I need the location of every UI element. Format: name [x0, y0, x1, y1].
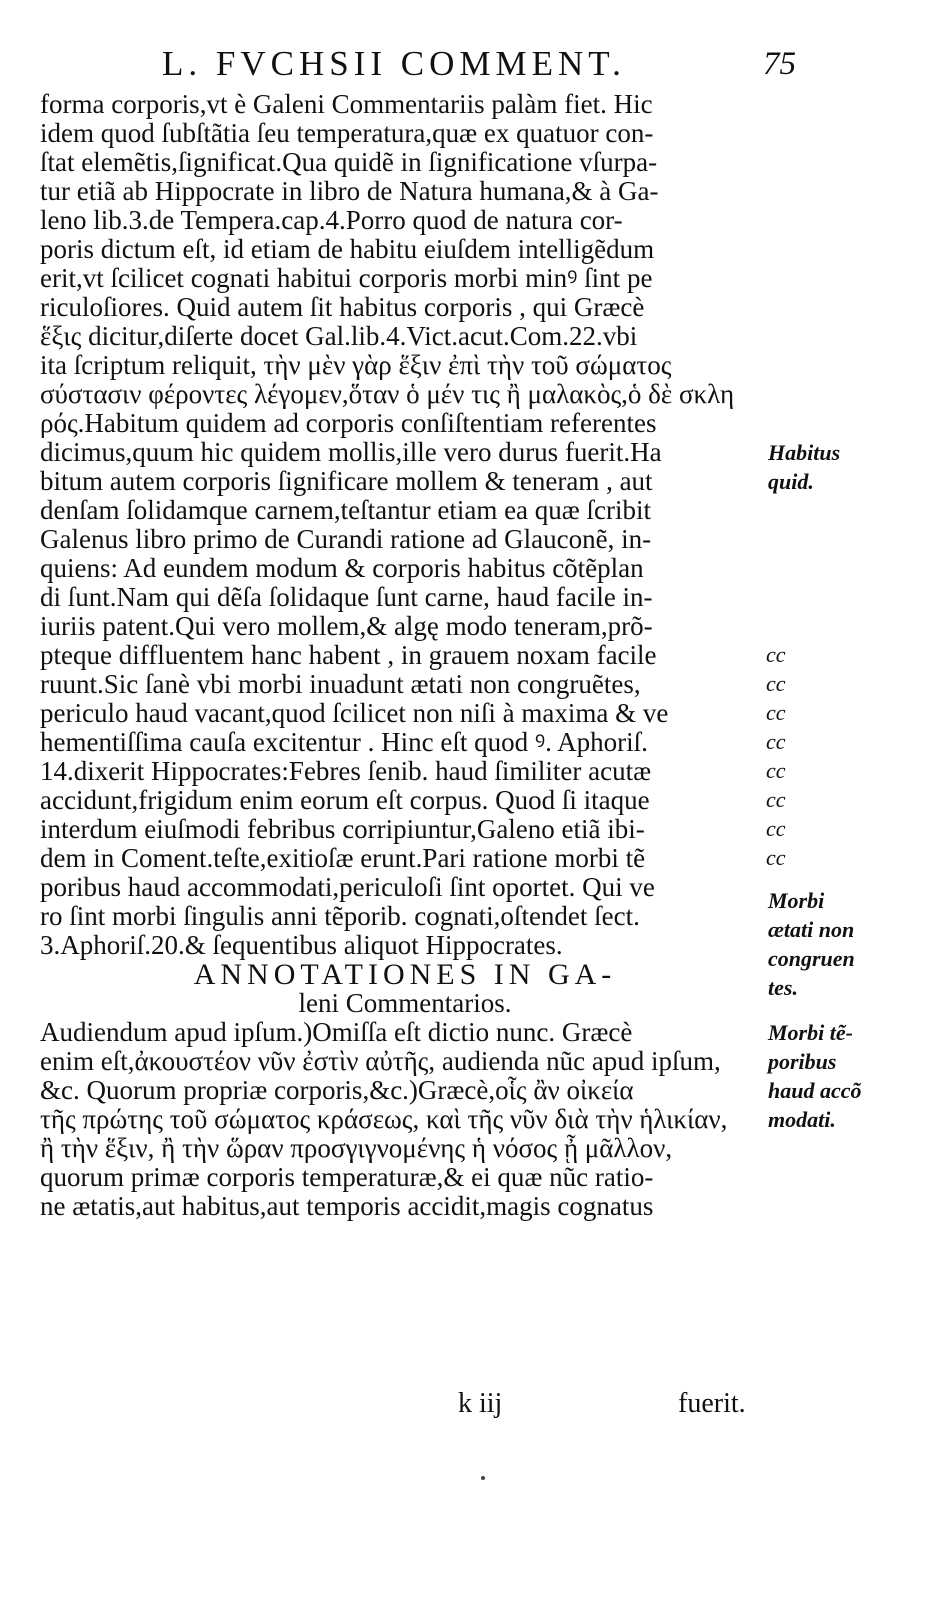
quote-mark: cc	[766, 758, 786, 783]
text-line: hementiſſima cauſa excitentur . Hinc eſt quod ꝰ. Aphoriſ.	[40, 727, 648, 757]
text-line: σύστασιν φέροντες λέγομεν,ὅταν ὁ μέν τις ἢ μαλακὸς,ὁ δὲ σκλη	[40, 379, 735, 409]
margin-note-line: tes.	[768, 975, 798, 1000]
text-line: bitum autem corporis ſignificare mollem & teneram , aut	[40, 466, 653, 496]
text-line: 3.Aphoriſ.20.& ſequentibus aliquot Hippocrates.	[40, 930, 563, 960]
annotation-line: τῆς πρώτης τοῦ σώματος κράσεως, καὶ τῆς νῦν διὰ τὴν ἡλικίαν,	[40, 1104, 728, 1134]
signature-mark: k iij	[458, 1388, 503, 1419]
text-line: ρός.Habitum quidem ad corporis conſiſtentiam referentes	[40, 408, 657, 438]
annotation-line: enim eſt,ἀκουστέον νῦν ἐστὶν αὐτῆς, audienda nũc apud ipſum,	[40, 1046, 721, 1076]
margin-note-line: Habitus	[768, 440, 841, 465]
text-line: ruunt.Sic ſanè vbi morbi inuadunt ætati non congruẽtes,	[40, 669, 641, 699]
text-line: accidunt,frigidum enim eorum eſt corpus. Quod ſi itaque	[40, 785, 650, 815]
text-line: interdum eiuſmodi febribus corripiuntur,Galeno etiã ibi-	[40, 814, 645, 844]
margin-note-morbi-aetati	[768, 886, 918, 1002]
margin-note-line: quid.	[768, 469, 814, 494]
annotation-line: ne ætatis,aut habitus,aut temporis accidit,magis cognatus	[40, 1191, 654, 1221]
quote-mark: cc	[766, 729, 786, 754]
page-header	[0, 44, 930, 88]
text-line: periculo haud vacant,quod ſcilicet non niſi à maxima & ve	[40, 698, 669, 728]
text-line: pteque diffluentem hanc habent , in grauem noxam facile	[40, 640, 657, 670]
margin-note-line: congruen	[768, 946, 855, 971]
margin-note-line: poribus	[768, 1049, 837, 1074]
main-text-block	[40, 90, 770, 1221]
text-line: leno lib.3.de Tempera.cap.4.Porro quod de natura cor-	[40, 205, 623, 235]
text-line: dicimus,quum hic quidem mollis,ille vero durus fuerit.Ha	[40, 437, 662, 467]
margin-note-line: ætati non	[768, 917, 855, 942]
ink-speck	[481, 1476, 485, 1480]
quote-mark: cc	[766, 787, 786, 812]
text-line: poribus haud accommodati,periculoſi ſint oportet. Qui ve	[40, 872, 655, 902]
margin-note-habitus	[768, 438, 918, 496]
text-line: ἕξις dicitur,diſerte docet Gal.lib.4.Vict.acut.Com.22.vbi	[40, 321, 638, 351]
running-head: L. FVCHSII COMMENT.	[162, 44, 626, 83]
margin-note-line: modati.	[768, 1107, 836, 1132]
text-line: tur etiã ab Hippocrate in libro de Natura humana,& à Ga-	[40, 176, 659, 206]
quote-mark: cc	[766, 845, 786, 870]
text-line: quiens: Ad eundem modum & corporis habitus cõtẽplan	[40, 553, 644, 583]
text-line: denſam ſolidamque carnem,teſtantur etiam ea quæ ſcribit	[40, 495, 652, 525]
annotations-heading-continued: leni Commentarios.	[298, 988, 512, 1018]
text-line: erit,vt ſcilicet cognati habitui corporis morbi minꝰ ſint pe	[40, 263, 653, 293]
text-line: forma corporis,vt è Galeni Commentariis palàm fiet. Hic	[40, 89, 653, 119]
quote-mark: cc	[766, 700, 786, 725]
margin-note-morbi-temporibus	[768, 1018, 918, 1134]
annotations-heading: ANNOTATIONES IN GA-	[193, 958, 617, 991]
annotation-line: quorum primæ corporis temperaturæ,& ei quæ nũc ratio-	[40, 1162, 654, 1192]
margin-note-line: haud accõ	[768, 1078, 862, 1103]
margin-note-line: Morbi	[768, 888, 825, 913]
text-line: riculoſiores. Quid autem ſit habitus corporis , qui Græcè	[40, 292, 645, 322]
text-line: poris dictum eſt, id etiam de habitu eiuſdem intelligẽdum	[40, 234, 655, 264]
page-number: 75	[763, 46, 796, 82]
text-line: iuriis patent.Qui vero mollem,& algę modo teneram,prõ-	[40, 611, 653, 641]
text-line: 14.dixerit Hippocrates:Febres ſenib. haud ſimiliter acutæ	[40, 756, 652, 786]
annotation-line: &c. Quorum propriæ corporis,&c.)Græcè,οἷς ἂν οἰκεία	[40, 1075, 634, 1105]
text-line: ita ſcriptum reliquit, τὴν μὲν γὰρ ἕξιν ἐπὶ τὴν τοῦ σώματος	[40, 350, 672, 380]
text-line: dem in Coment.teſte,exitioſæ erunt.Pari ratione morbi tẽ	[40, 843, 646, 873]
quote-mark: cc	[766, 671, 786, 696]
quotation-marks-column	[766, 640, 796, 872]
text-line: di ſunt.Nam qui dẽſa ſolidaque ſunt carne, haud facile in-	[40, 582, 653, 612]
catchword: fuerit.	[678, 1388, 746, 1419]
annotation-line: Audiendum apud ipſum.)Omiſſa eſt dictio nunc. Græcè	[40, 1017, 633, 1047]
margin-note-line: Morbi tẽ-	[768, 1020, 853, 1045]
text-line: ſtat elemẽtis,ſignificat.Qua quidẽ in ſignificatione vſurpa-	[40, 147, 658, 177]
text-line: ro ſint morbi ſingulis anni tẽporib. cognati,oſtendet ſect.	[40, 901, 640, 931]
text-line: idem quod ſubſtãtia ſeu temperatura,quæ ex quatuor con-	[40, 118, 654, 148]
quote-mark: cc	[766, 642, 786, 667]
annotation-line: ἢ τὴν ἕξιν, ἢ τὴν ὥραν προσγιγνομένης ἡ νόσος ᾖ μᾶλλον,	[40, 1133, 673, 1163]
text-line: Galenus libro primo de Curandi ratione ad Glauconẽ, in-	[40, 524, 652, 554]
quote-mark: cc	[766, 816, 786, 841]
